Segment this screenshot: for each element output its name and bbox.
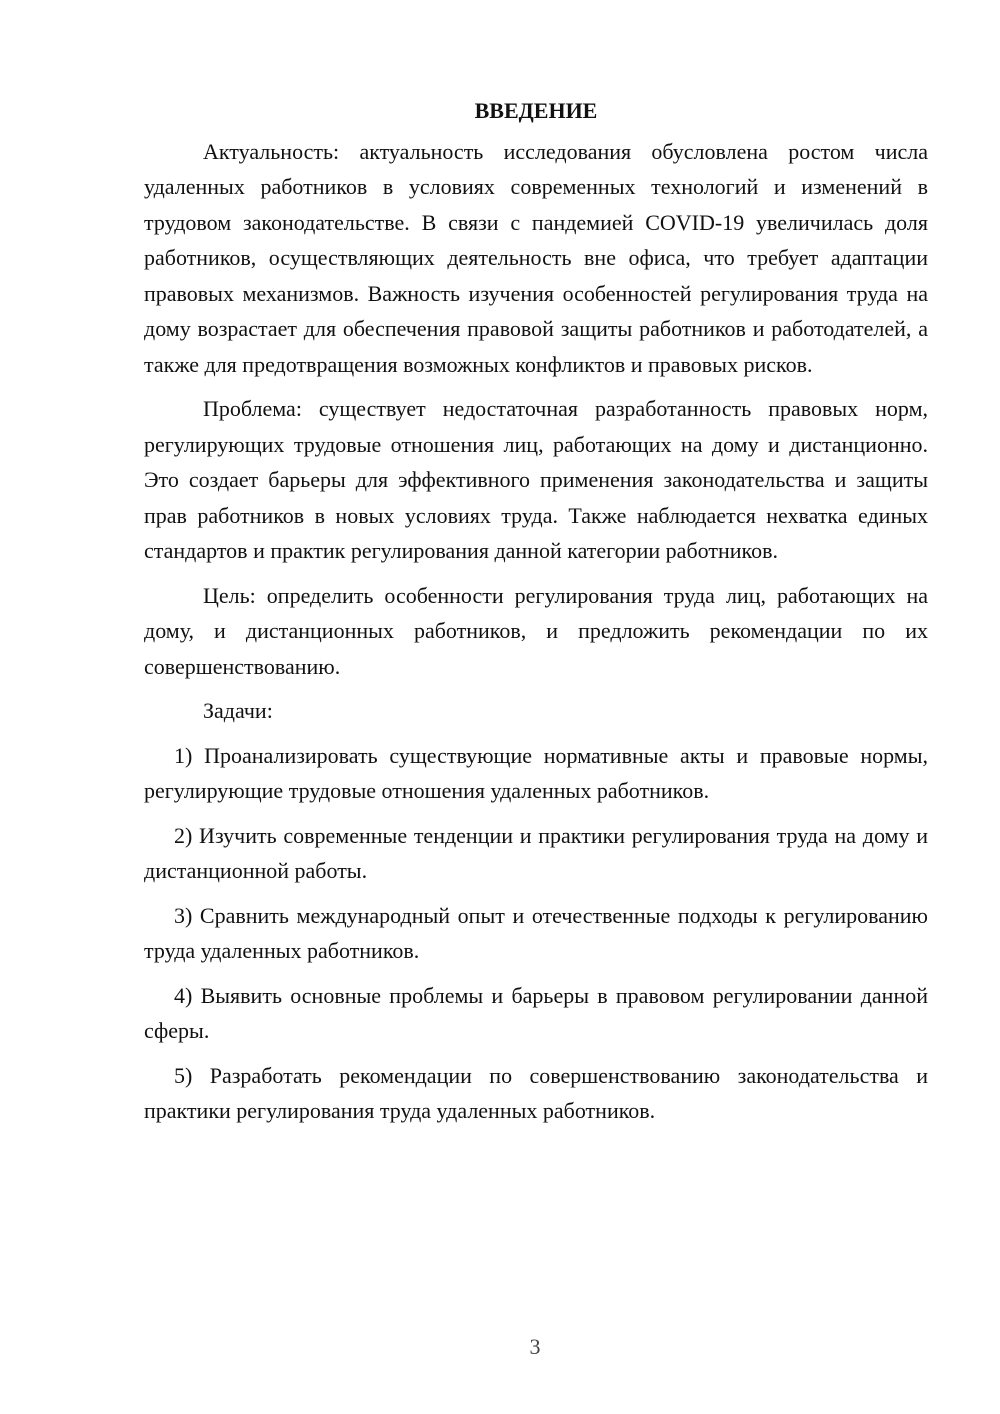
task-item-3: 3) Сравнить международный опыт и отечественные подходы к регулированию труда удаленных работников. xyxy=(144,902,928,963)
document-body xyxy=(144,93,928,1138)
task-item-4: 4) Выявить основные проблемы и барьеры в правовом регулировании данной сферы. xyxy=(144,982,928,1043)
page-number: 3 xyxy=(529,1334,541,1359)
section-title: ВВЕДЕНИЕ xyxy=(474,98,598,123)
paragraph-problem: Проблема: существует недостаточная разработанность правовых норм, регулирующих трудовые отношения лиц, работающих на дому и дистанционно. Это создает барьеры для эффективного применения законодательства и защиты прав работников в новых условиях труда. Также наблюдается нехватка единых стандартов и практик регулирования данной категории работников. xyxy=(144,396,928,563)
task-item-1: 1) Проанализировать существующие нормативные акты и правовые нормы, регулирующие трудовые отношения удаленных работников. xyxy=(144,742,928,803)
task-item-2: 2) Изучить современные тенденции и практики регулирования труда на дому и дистанционной работы. xyxy=(144,822,928,883)
paragraph-tasks-heading: Задачи: xyxy=(203,698,273,723)
paragraph-relevance: Актуальность: актуальность исследования обусловлена ростом числа удаленных работников в условиях современных технологий и изменений в трудовом законодательстве. В связи с пандемией COVID-19 увеличилась доля работников, осуществляющих деятельность вне офиса, что требует адаптации правовых механизмов. Важность изучения особенностей регулирования труда на дому возрастает для обеспечения правовой защиты работников и работодателей, а также для предотвращения возможных конфликтов и правовых рисков. xyxy=(144,138,928,377)
paragraph-goal: Цель: определить особенности регулирования труда лиц, работающих на дому, и дистанционных работников, и предложить рекомендации по их совершенствованию. xyxy=(144,582,928,679)
task-item-5: 5) Разработать рекомендации по совершенствованию законодательства и практики регулирования труда удаленных работников. xyxy=(144,1062,928,1123)
